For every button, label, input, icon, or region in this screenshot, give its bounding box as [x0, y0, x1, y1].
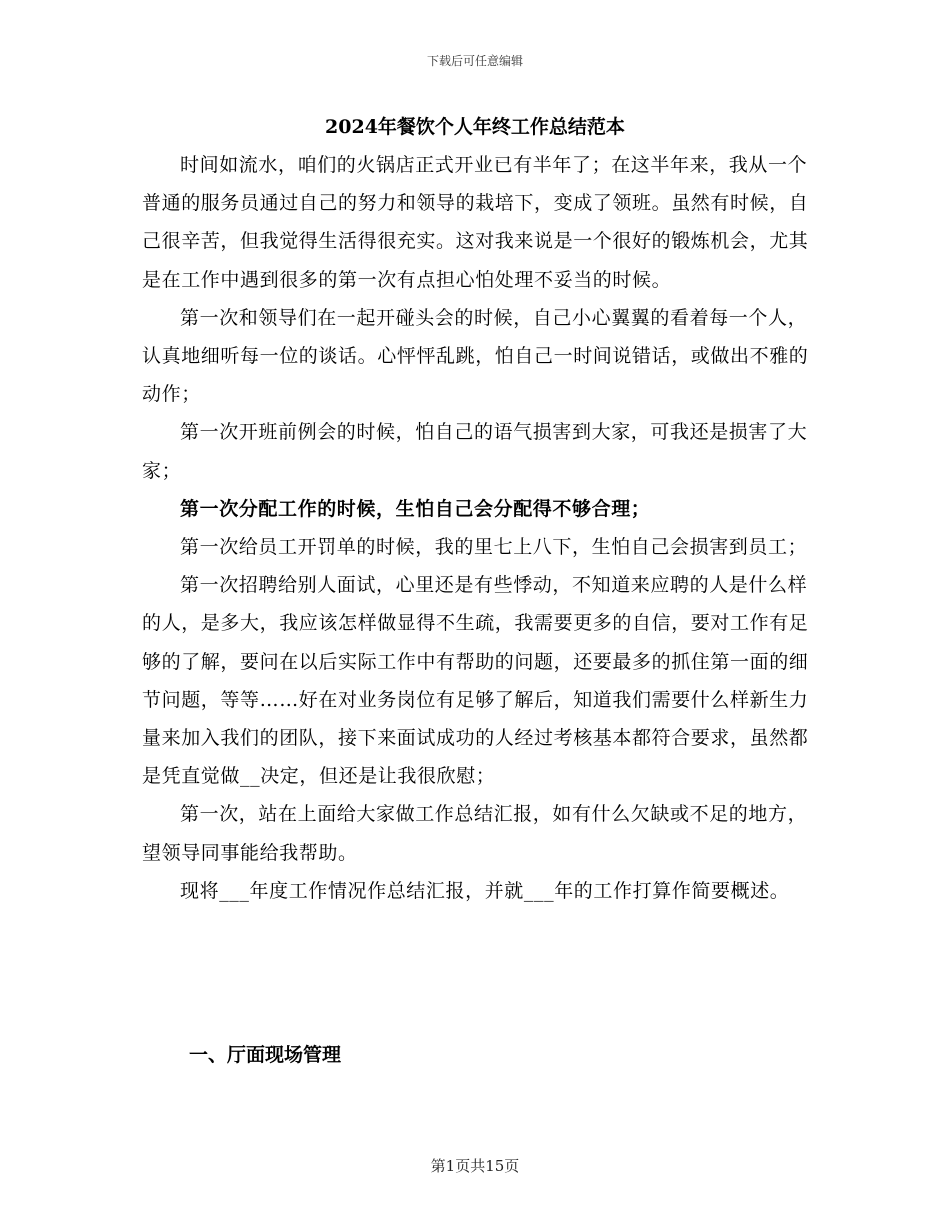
document-body [142, 146, 814, 910]
paragraph-intro: 时间如流水，咱们的火锅店正式开业已有半年了；在这半年来，我从一个普通的服务员通过自己的努力和领导的栽培下，变成了领班。虽然有时候，自己很辛苦，但我觉得生活得很充实。这对我来说是一个很好的锻炼机会，尤其是在工作中遇到很多的第一次有点担心怕处理不妥当的时候。 [142, 154, 809, 291]
section-heading: 一、厅面现场管理 [189, 1044, 342, 1066]
paragraph-first-interview: 第一次招聘给别人面试，心里还是有些悸动，不知道来应聘的人是什么样的人，是多大，我应该怎样做显得不生疏，我需要更多的自信，要对工作有足够的了解，要问在以后实际工作中有帮助的问题，还要最多的抓住第一面的细节问题，等等……好在对业务岗位有足够了解后，知道我们需要什么样新生力量来加入我们的团队，接下来面试成功的人经过考核基本都符合要求，虽然都是凭直觉做__决定，但还是让我很欣慰； [142, 574, 809, 788]
paragraph-first-meeting: 第一次和领导们在一起开碰头会的时候，自己小心翼翼的看着每一个人，认真地细听每一位的谈话。心怦怦乱跳，怕自己一时间说错话，或做出不雅的动作； [142, 306, 809, 406]
header-note: 下载后可任意编辑 [426, 54, 523, 68]
paragraph-first-assignment: 第一次分配工作的时候，生怕自己会分配得不够合理； [180, 497, 651, 520]
paragraph-summary: 现将___年度工作情况作总结汇报，并就___年的工作打算作简要概述。 [180, 879, 790, 902]
paragraph-first-report: 第一次，站在上面给大家做工作总结汇报，如有什么欠缺或不足的地方，望领导同事能给我帮助。 [142, 803, 808, 864]
paragraph-first-penalty: 第一次给员工开罚单的时候，我的里七上八下，生怕自己会损害到员工； [180, 536, 808, 559]
page-footer: 第1页共15页 [430, 1157, 520, 1175]
document-title: 2024年餐饮个人年终工作总结范本 [325, 116, 625, 138]
paragraph-first-preshift: 第一次开班前例会的时候，怕自己的语气损害到大家，可我还是损害了大家； [142, 421, 808, 482]
